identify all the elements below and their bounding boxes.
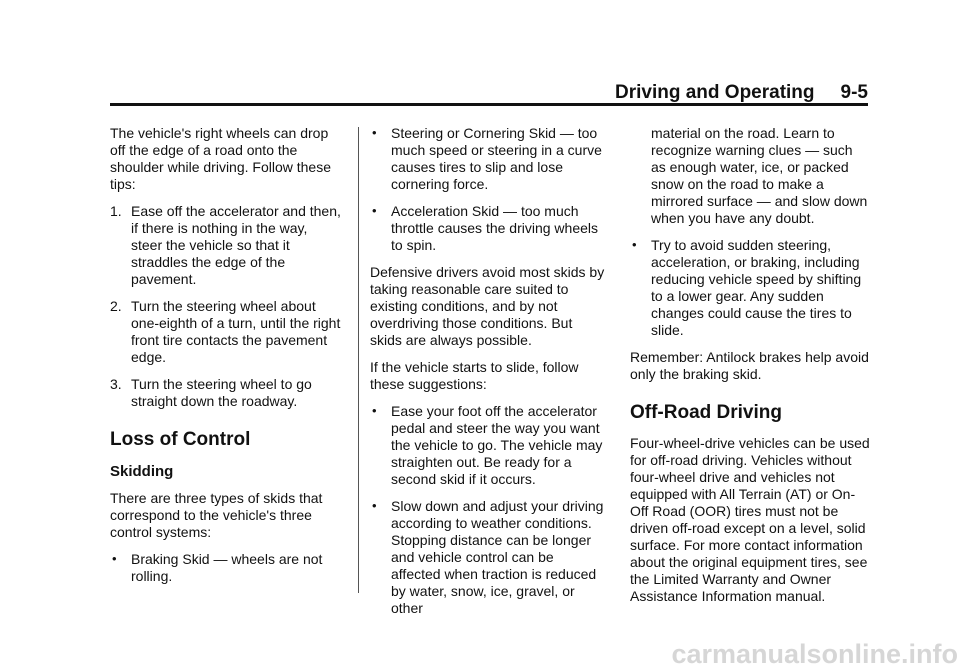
step-text: Turn the steering wheel about one-eighth of a turn, until the right front tire contacts the pavement edge. — [131, 298, 341, 365]
column-2 — [370, 125, 606, 627]
bullet-braking-skid: • Braking Skid — wheels are not rolling. — [110, 551, 342, 585]
header-rule — [110, 103, 868, 106]
bullet-slow-down: • Slow down and adjust your driving according to weather conditions. Stopping distance can be longer and vehicle control can be affected when traction is reduced by water, snow, ice, gravel, or other — [370, 498, 606, 617]
step-number: 1. — [110, 203, 122, 219]
paragraph-skid-types: There are three types of skids that correspond to the vehicle's three control systems: — [110, 490, 323, 540]
page-number: 9-5 — [840, 82, 868, 103]
column-divider — [358, 127, 359, 593]
step-number: 2. — [110, 298, 122, 314]
heading-skidding: Skidding — [110, 463, 174, 480]
step-number: 3. — [110, 376, 122, 392]
paragraph-antilock: Remember: Antilock brakes help avoid only the braking skid. — [630, 349, 869, 382]
column-3 — [630, 125, 870, 615]
step-1 — [110, 203, 342, 288]
bullet-avoid-sudden: • Try to avoid sudden steering, acceleration, or braking, including reducing vehicle speed by shifting to a lower gear. Any sudden changes could cause the tires to slide. — [630, 237, 870, 339]
heading-loss-of-control: Loss of Control — [110, 429, 251, 450]
page-header — [110, 82, 868, 104]
step-3 — [110, 376, 342, 410]
watermark: carmanualsonline.info — [671, 639, 958, 669]
paragraph-off-road: Four-wheel-drive vehicles can be used for off-road driving. Vehicles without four-wheel drive and vehicles not equipped with All Terrain (AT) or On-Off Road (OOR) tires must not be driven off-road except on a level, solid surface. For more contact information about the original equipment tires, see the Limited Warranty and Owner Assistance Information manual. — [630, 435, 870, 604]
section-title: Driving and Operating — [615, 82, 815, 103]
step-text: Turn the steering wheel to go straight down the roadway. — [131, 376, 312, 409]
column-1 — [110, 125, 342, 595]
bullet-ease-foot: • Ease your foot off the accelerator pedal and steer the way you want the vehicle to go. The vehicle may straighten out. Be ready for a second skid if it occurs. — [370, 403, 606, 488]
paragraph-slide-suggestions: If the vehicle starts to slide, follow these suggestions: — [370, 359, 579, 392]
bullet-continuation: material on the road. Learn to recognize warning clues — such as enough water, ice, or packed snow on the road to make a mirrored surface — and slow down when you have any doubt. — [651, 125, 868, 226]
bullet-steering-skid: • Steering or Cornering Skid — too much speed or steering in a curve causes tires to slip and lose cornering force. — [370, 125, 606, 193]
paragraph-shoulder-drop: The vehicle's right wheels can drop off the edge of a road onto the shoulder while driving. Follow these tips: — [110, 125, 331, 192]
paragraph-defensive-drivers: Defensive drivers avoid most skids by taking reasonable care suited to existing conditions, and by not overdriving those conditions. But skids are always possible. — [370, 264, 605, 348]
step-text: Ease off the accelerator and then, if there is nothing in the way, steer the vehicle so that it straddles the edge of the pavement. — [131, 203, 341, 287]
bullet-acceleration-skid: • Acceleration Skid — too much throttle causes the driving wheels to spin. — [370, 203, 606, 254]
heading-off-road-driving: Off-Road Driving — [630, 402, 782, 423]
step-2 — [110, 298, 342, 366]
